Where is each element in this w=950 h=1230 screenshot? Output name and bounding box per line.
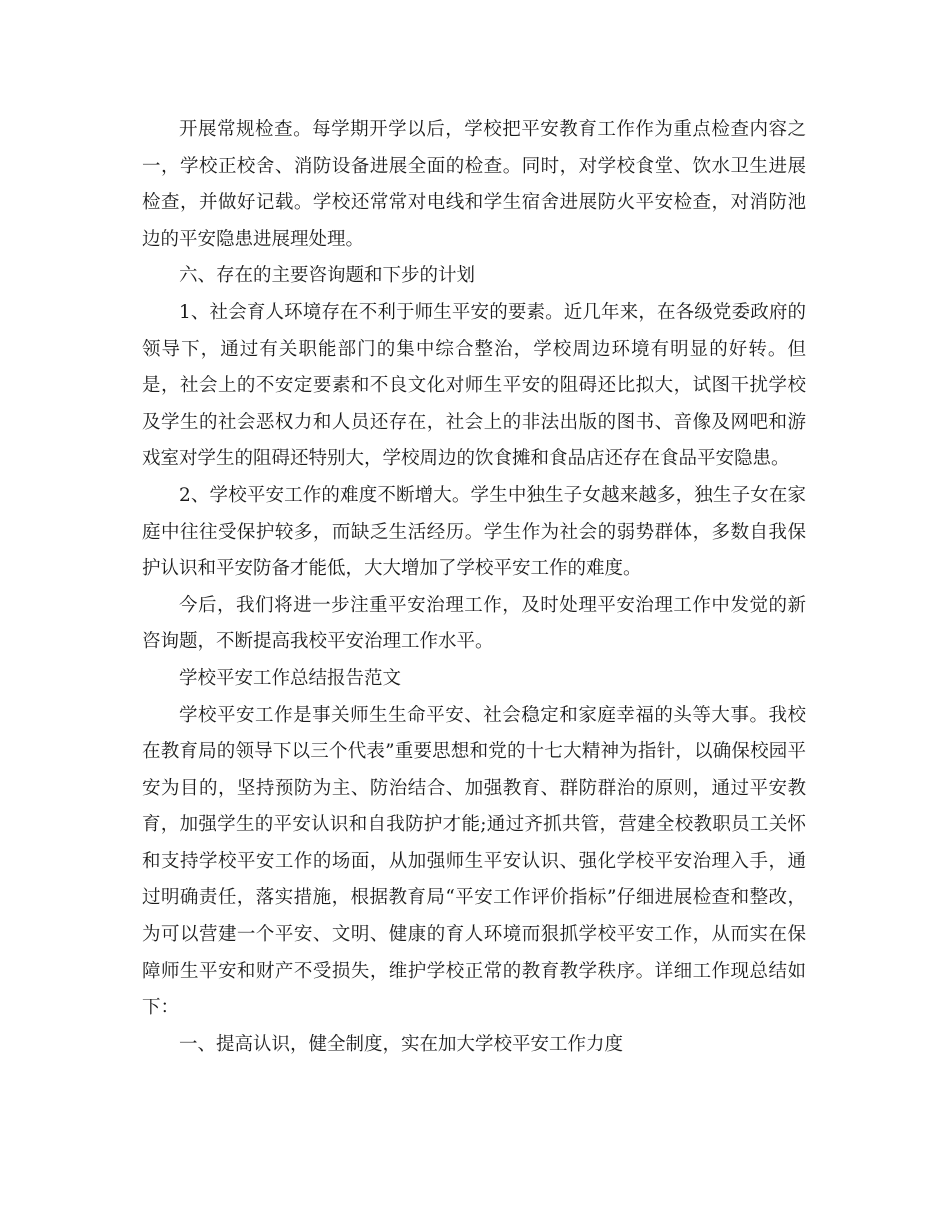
paragraph-introduction: 学校平安工作是事关师生生命平安、社会稳定和家庭幸福的头等大事。我校在教育局的领导下以三个代表”重要思想和党的十七大精神为指针，以确保校园平安为目的，坚持预防为主、防治结合、加强教育、群防群治的原则，通过平安教育，加强学生的平安认识和自我防护才能;通过齐抓共管，营建全校教职员工关怀和支持学校平安工作的场面，从加强师生平安认识、强化学校平安治理入手，通过明确责任，落实措施，根据教育局“平安工作评价指标”仔细进展检查和整改，为可以营建一个平安、文明、健康的育人环境而狠抓学校平安工作，从而实在保障师生平安和财产不受损失，维护学校正常的教育教学秩序。详细工作现总结如下： <box>142 704 806 1019</box>
section-heading-problems-plans: 六、存在的主要咨询题和下步的计划 <box>179 265 476 287</box>
section-heading-one: 一、提高认识，健全制度，实在加大学校平安工作力度 <box>179 1033 624 1055</box>
document-subtitle: 学校平安工作总结报告范文 <box>179 667 402 689</box>
document-body <box>142 112 806 1063</box>
paragraph-difficulty-increase: 2、学校平安工作的难度不断增大。学生中独生子女越来越多，独生子女在家庭中往往受保护较多，而缺乏生活经历。学生作为社会的弱势群体，多数自我保护认识和平安防备才能低，大大增加了学校平安工作的难度。 <box>142 484 806 580</box>
paragraph-social-environment: 1、社会育人环境存在不利于师生平安的要素。近几年来，在各级党委政府的领导下，通过有关职能部门的集中综合整治，学校周边环境有明显的好转。但是，社会上的不安定要素和不良文化对师生平安的阻碍还比拟大，试图干扰学校及学生的社会恶权力和人员还存在，社会上的非法出版的图书、音像及网吧和游戏室对学生的阻碍还特别大，学校周边的饮食摊和食品店还存在食品平安隐患。 <box>142 301 806 470</box>
paragraph-routine-inspection: 开展常规检查。每学期开学以后，学校把平安教育工作作为重点检查内容之一，学校正校舍、消防设备进展全面的检查。同时，对学校食堂、饮水卫生进展检查，并做好记载。学校还常常对电线和学生宿舍进展防火平安检查，对消防池边的平安隐患进展理处理。 <box>142 119 806 250</box>
paragraph-future-work: 今后，我们将进一步注重平安治理工作，及时处理平安治理工作中发觉的新咨询题，不断提高我校平安治理工作水平。 <box>142 594 806 653</box>
